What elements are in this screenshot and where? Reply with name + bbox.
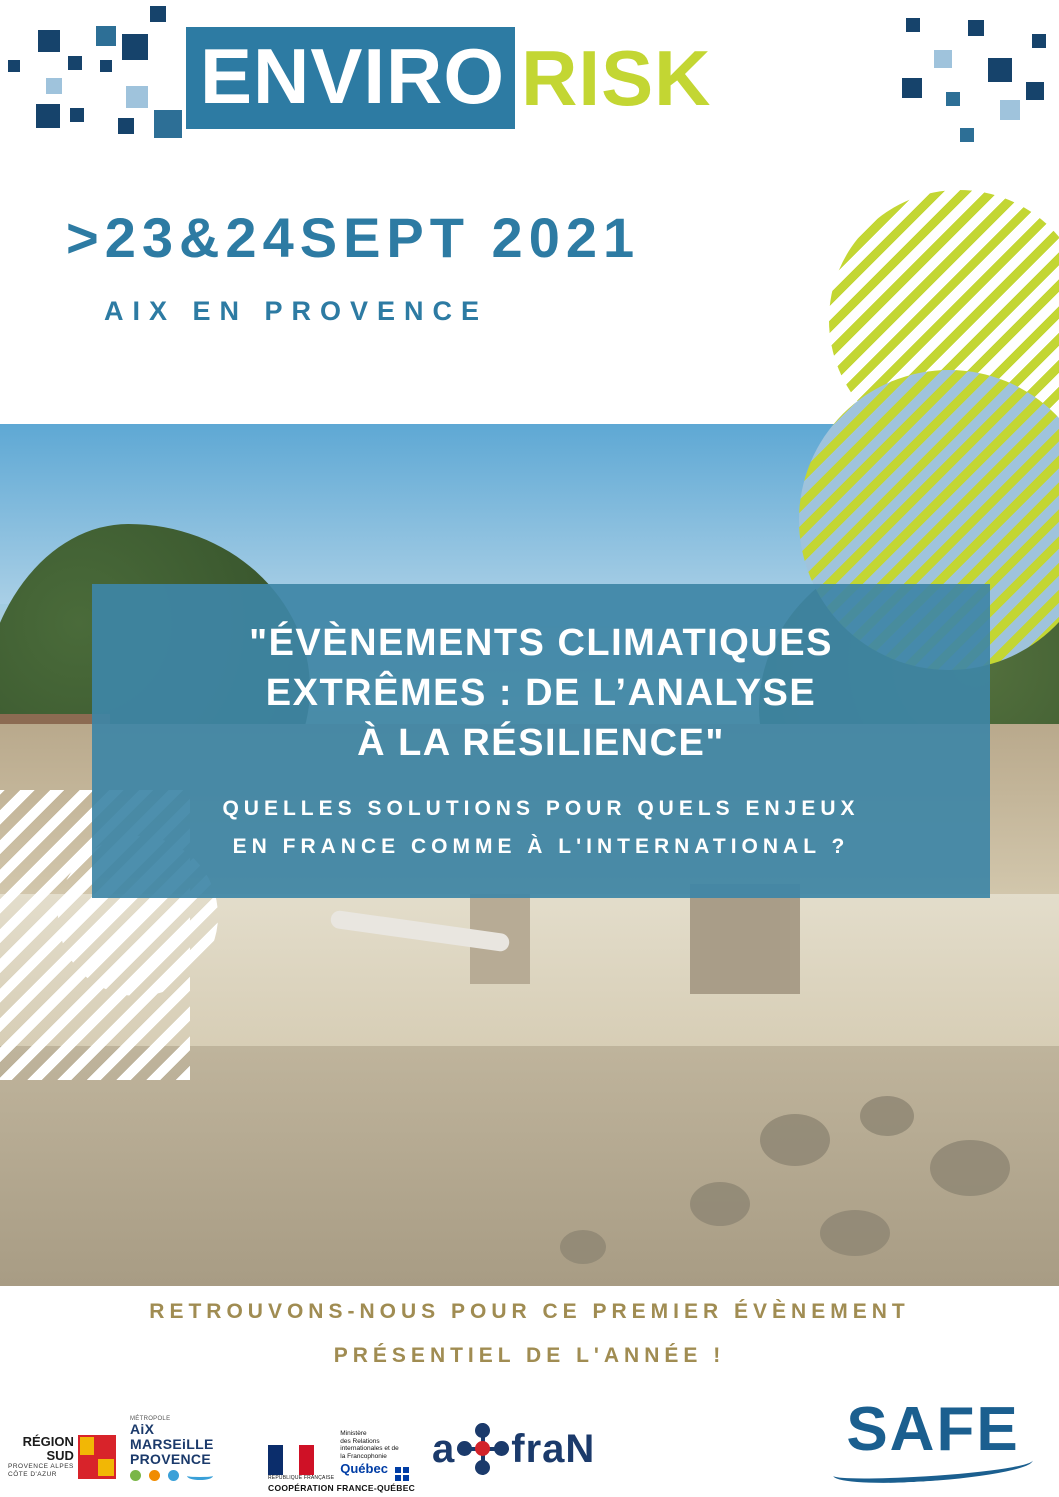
footer-message	[0, 1290, 1059, 1378]
pixel-decor	[968, 20, 984, 36]
pixel-decor	[96, 26, 116, 46]
quebec-ministry-line-2: des Relations	[340, 1437, 380, 1445]
pixel-decor	[126, 86, 148, 108]
pixel-decor	[38, 30, 60, 52]
logo-region-sud	[8, 1435, 116, 1479]
photo-rock	[930, 1140, 1010, 1196]
logo-safe	[833, 1395, 1033, 1481]
pixel-decor	[8, 60, 20, 72]
pixel-decor	[46, 78, 62, 94]
amp-icon-row	[130, 1470, 214, 1481]
event-title	[122, 618, 960, 768]
france-caption: RÉPUBLIQUE FRANÇAISE	[268, 1475, 335, 1481]
pixel-decor	[36, 104, 60, 128]
pixel-decor	[70, 108, 84, 122]
quebec-name: Québec	[340, 1461, 388, 1476]
quebec-block	[340, 1430, 409, 1481]
footer-message-line-2: PRÉSENTIEL DE L'ANNÉE !	[333, 1344, 726, 1367]
safe-name: SAFE	[846, 1395, 1020, 1464]
event-subtitle-line-2: EN FRANCE COMME À L'INTERNATIONAL ?	[232, 835, 850, 858]
event-title-line-3: À LA RÉSILIENCE"	[357, 722, 725, 764]
event-title-line-1: "ÉVÈNEMENTS CLIMATIQUES	[249, 622, 833, 664]
envirorisk-logo	[186, 28, 711, 128]
pixel-decor	[100, 60, 112, 72]
afran-cross-icon	[457, 1423, 509, 1475]
amp-line-2: MARSEiLLE	[130, 1436, 214, 1452]
quebec-ministry-line-4: la Francophonie	[340, 1452, 387, 1460]
amp-line-1: AiX	[130, 1421, 155, 1437]
pixel-decor	[988, 58, 1012, 82]
event-date: >23&24SEPT 2021	[66, 206, 641, 269]
event-subtitle	[122, 790, 960, 866]
photo-bridge-pier-2	[690, 884, 800, 994]
france-block	[268, 1445, 334, 1481]
title-panel	[92, 584, 990, 898]
region-sud-crest-icon	[78, 1435, 116, 1479]
pixel-decor	[1032, 34, 1046, 48]
quebec-ministry-line-3: internationales et de	[340, 1445, 399, 1452]
pixel-decor	[154, 110, 182, 138]
leaf-icon	[130, 1470, 141, 1481]
pixel-decor	[1026, 82, 1044, 100]
region-sud-sub-2: CÔTE D'AZUR	[8, 1471, 57, 1478]
logo-aix-marseille-provence	[130, 1416, 214, 1481]
pixel-decor	[1000, 100, 1020, 120]
pixel-decor	[934, 50, 952, 68]
pixel-decor	[906, 18, 920, 32]
footer-message-line-1: RETROUVONS-NOUS POUR CE PREMIER ÉVÈNEMENT	[149, 1300, 910, 1323]
french-flag-icon	[268, 1445, 314, 1475]
poster-header	[0, 0, 1059, 175]
photo-rock	[690, 1182, 750, 1226]
logo-enviro-text: ENVIRO	[186, 27, 515, 129]
logo-afran	[432, 1423, 595, 1475]
region-sud-sub-1: PROVENCE ALPES	[8, 1463, 74, 1470]
region-sud-line-2: SUD	[46, 1448, 74, 1463]
wave-icon	[187, 1472, 213, 1480]
pixel-decor	[68, 56, 82, 70]
photo-rock	[560, 1230, 606, 1264]
afran-accent-text: N	[565, 1426, 596, 1471]
pixel-decor	[946, 92, 960, 106]
pixel-decor	[118, 118, 134, 134]
amp-line-3: PROVENCE	[130, 1451, 211, 1467]
event-subtitle-line-1: QUELLES SOLUTIONS POUR QUELS ENJEUX	[222, 797, 860, 820]
afran-left-text: a	[432, 1426, 456, 1471]
photo-gravel	[0, 1046, 1059, 1286]
region-sud-line-1: RÉGION	[22, 1434, 74, 1449]
photo-rock	[820, 1210, 890, 1256]
logo-risk-text: RISK	[521, 34, 712, 122]
amp-metropole-label: MÉTROPOLE	[130, 1416, 171, 1422]
drop-icon	[168, 1470, 179, 1481]
pixel-decor	[122, 34, 148, 60]
quebec-flag-icon	[395, 1467, 409, 1481]
quebec-ministry-line-1: Ministère	[340, 1430, 367, 1437]
pixel-decor	[960, 128, 974, 142]
pixel-decor	[150, 6, 166, 22]
partner-logo-bar	[0, 1377, 1059, 1497]
event-title-line-2: EXTRÊMES : DE L’ANALYSE	[265, 672, 817, 714]
event-city: AIX EN PROVENCE	[104, 296, 489, 326]
sun-icon	[149, 1470, 160, 1481]
logo-france-quebec	[268, 1430, 409, 1481]
photo-rock	[760, 1114, 830, 1166]
photo-rock	[860, 1096, 914, 1136]
afran-right-text: fra	[511, 1426, 566, 1471]
france-quebec-cooperation-label: COOPÉRATION FRANCE-QUÉBEC	[268, 1483, 416, 1493]
pixel-decor	[902, 78, 922, 98]
